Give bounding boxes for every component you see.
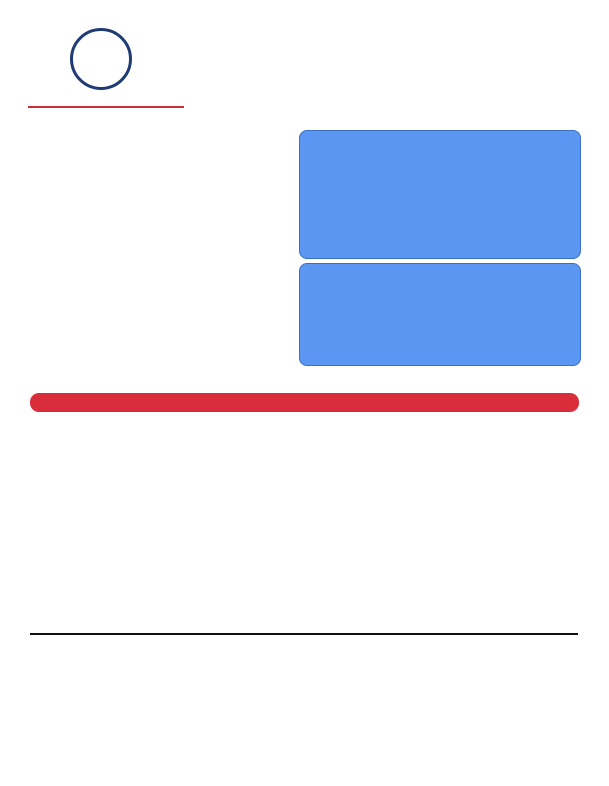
account-summary-box xyxy=(299,130,581,259)
table-end-divider xyxy=(30,633,578,635)
overdraft-box xyxy=(299,263,581,366)
bank-logo-underline xyxy=(28,106,184,108)
bank-logo-emblem xyxy=(70,28,132,90)
transactions-banner xyxy=(30,393,579,412)
transactions-header xyxy=(30,418,578,430)
